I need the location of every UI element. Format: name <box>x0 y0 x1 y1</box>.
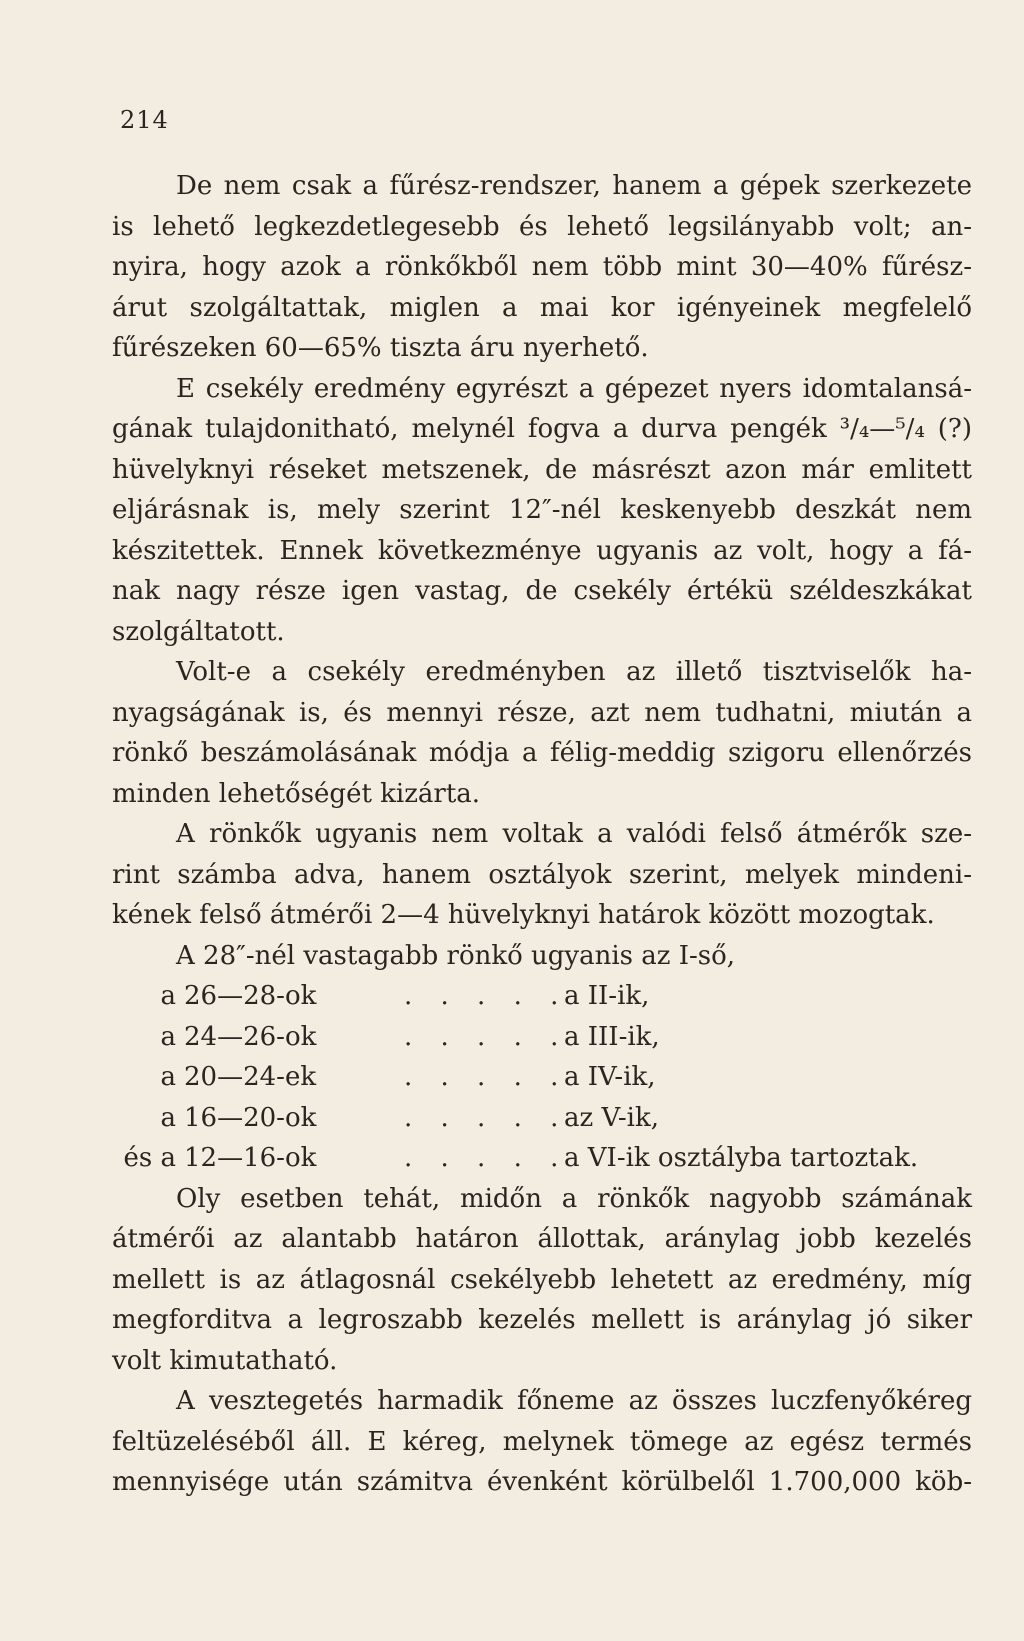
text-line: A rönkők ugyanis nem voltak a valódi felső átmérők sze- <box>176 819 972 849</box>
class-range: 26—28-ok <box>184 981 317 1011</box>
text-line: nak nagy része igen vastag, de csekély értékü széldeszkákat <box>112 576 972 606</box>
class-row <box>112 1017 972 1058</box>
text-line: A vesztegetés harmadik főneme az összes luczfenyőkéreg <box>176 1386 972 1416</box>
class-range: 24—26-ok <box>184 1021 317 1052</box>
text-line: volt kimutatható. <box>112 1345 338 1376</box>
text-line: rint számba adva, hanem osztályok szerint, melyek mindeni- <box>112 859 972 890</box>
class-row <box>112 1138 972 1179</box>
class-pre: a <box>160 1062 176 1092</box>
class-dots: . . . . . <box>404 981 569 1011</box>
text-line: fűrészeken 60—65% tiszta áru nyerhető. <box>112 333 649 363</box>
text-line: kének felső átmérői 2—4 hüvelyknyi határok között mozogtak. <box>112 900 935 930</box>
class-row <box>112 1057 972 1098</box>
page-number: 214 <box>120 106 169 134</box>
class-cls: a III-ik, <box>564 1021 660 1052</box>
class-cls: a II-ik, <box>564 981 650 1011</box>
text-line: nyira, hogy azok a rönkőkből nem több mint 30—40% fűrész- <box>112 252 972 282</box>
text-line: gának tulajdonitható, melynél fogva a durva pengék ³/₄—⁵/₄ (?) <box>112 414 972 444</box>
class-dots: . . . . . <box>404 1062 569 1092</box>
class-range: 12—16-ok <box>184 1143 317 1173</box>
text-line: nyagságának is, és mennyi része, azt nem tudhatni, miután a <box>112 697 972 728</box>
class-dots: . . . . . <box>404 1143 569 1173</box>
text-line: átmérői az alantabb határon állottak, aránylag jobb kezelés <box>112 1224 972 1254</box>
text-line: Volt-e a csekély eredményben az illető tisztviselők ha- <box>176 657 972 687</box>
text-line: mellett is az átlagosnál csekélyebb lehetett az eredmény, míg <box>112 1264 972 1295</box>
class-pre: a <box>160 1102 176 1133</box>
text-line: is lehető legkezdetlegesebb és lehető legsilányabb volt; an- <box>112 211 972 242</box>
text-line: mennyisége után számitva évenként körülbelől 1.700,000 köb- <box>112 1467 972 1497</box>
text-line: A 28″-nél vastagabb rönkő ugyanis az I-ső, <box>176 940 736 971</box>
text-line: készitettek. Ennek következménye ugyanis az volt, hogy a fá- <box>112 535 972 566</box>
text-line: árut szolgáltattak, miglen a mai kor igényeinek megfelelő <box>112 292 972 323</box>
text-line: feltüzeléséből áll. E kéreg, melynek tömege az egész termés <box>112 1426 972 1457</box>
class-dots: . . . . . <box>404 1102 569 1133</box>
class-cls: a VI-ik osztályba tartoztak. <box>564 1143 919 1173</box>
text-line: megforditva a legroszabb kezelés mellett is aránylag jó siker <box>112 1305 972 1335</box>
class-cls: az V-ik, <box>564 1102 659 1133</box>
class-row <box>112 1098 972 1139</box>
text-line: Oly esetben tehát, midőn a rönkők nagyobb számának <box>176 1183 972 1214</box>
text-line: eljárásnak is, mely szerint 12″-nél keskenyebb deszkát nem <box>112 495 972 525</box>
text-line: rönkő beszámolásának módja a félig-meddig szigoru ellenőrzés <box>112 738 972 768</box>
class-range: 16—20-ok <box>184 1102 317 1133</box>
class-cls: a IV-ik, <box>564 1062 656 1092</box>
text-line: De nem csak a fűrész-rendszer, hanem a gépek szerkezete <box>176 171 972 201</box>
class-pre: és a <box>123 1143 176 1173</box>
text-line: hüvelyknyi réseket metszenek, de másrészt azon már emlitett <box>112 454 972 485</box>
body-text <box>112 166 972 1503</box>
class-pre: a <box>160 1021 176 1052</box>
class-dots: . . . . . <box>404 1021 569 1052</box>
class-range: 20—24-ek <box>184 1062 317 1092</box>
class-pre: a <box>160 981 176 1011</box>
text-line: szolgáltatott. <box>112 616 285 647</box>
text-line: minden lehetőségét kizárta. <box>112 778 481 809</box>
text-line: E csekély eredmény egyrészt a gépezet nyers idomtalansá- <box>176 373 972 404</box>
class-row <box>112 976 972 1017</box>
